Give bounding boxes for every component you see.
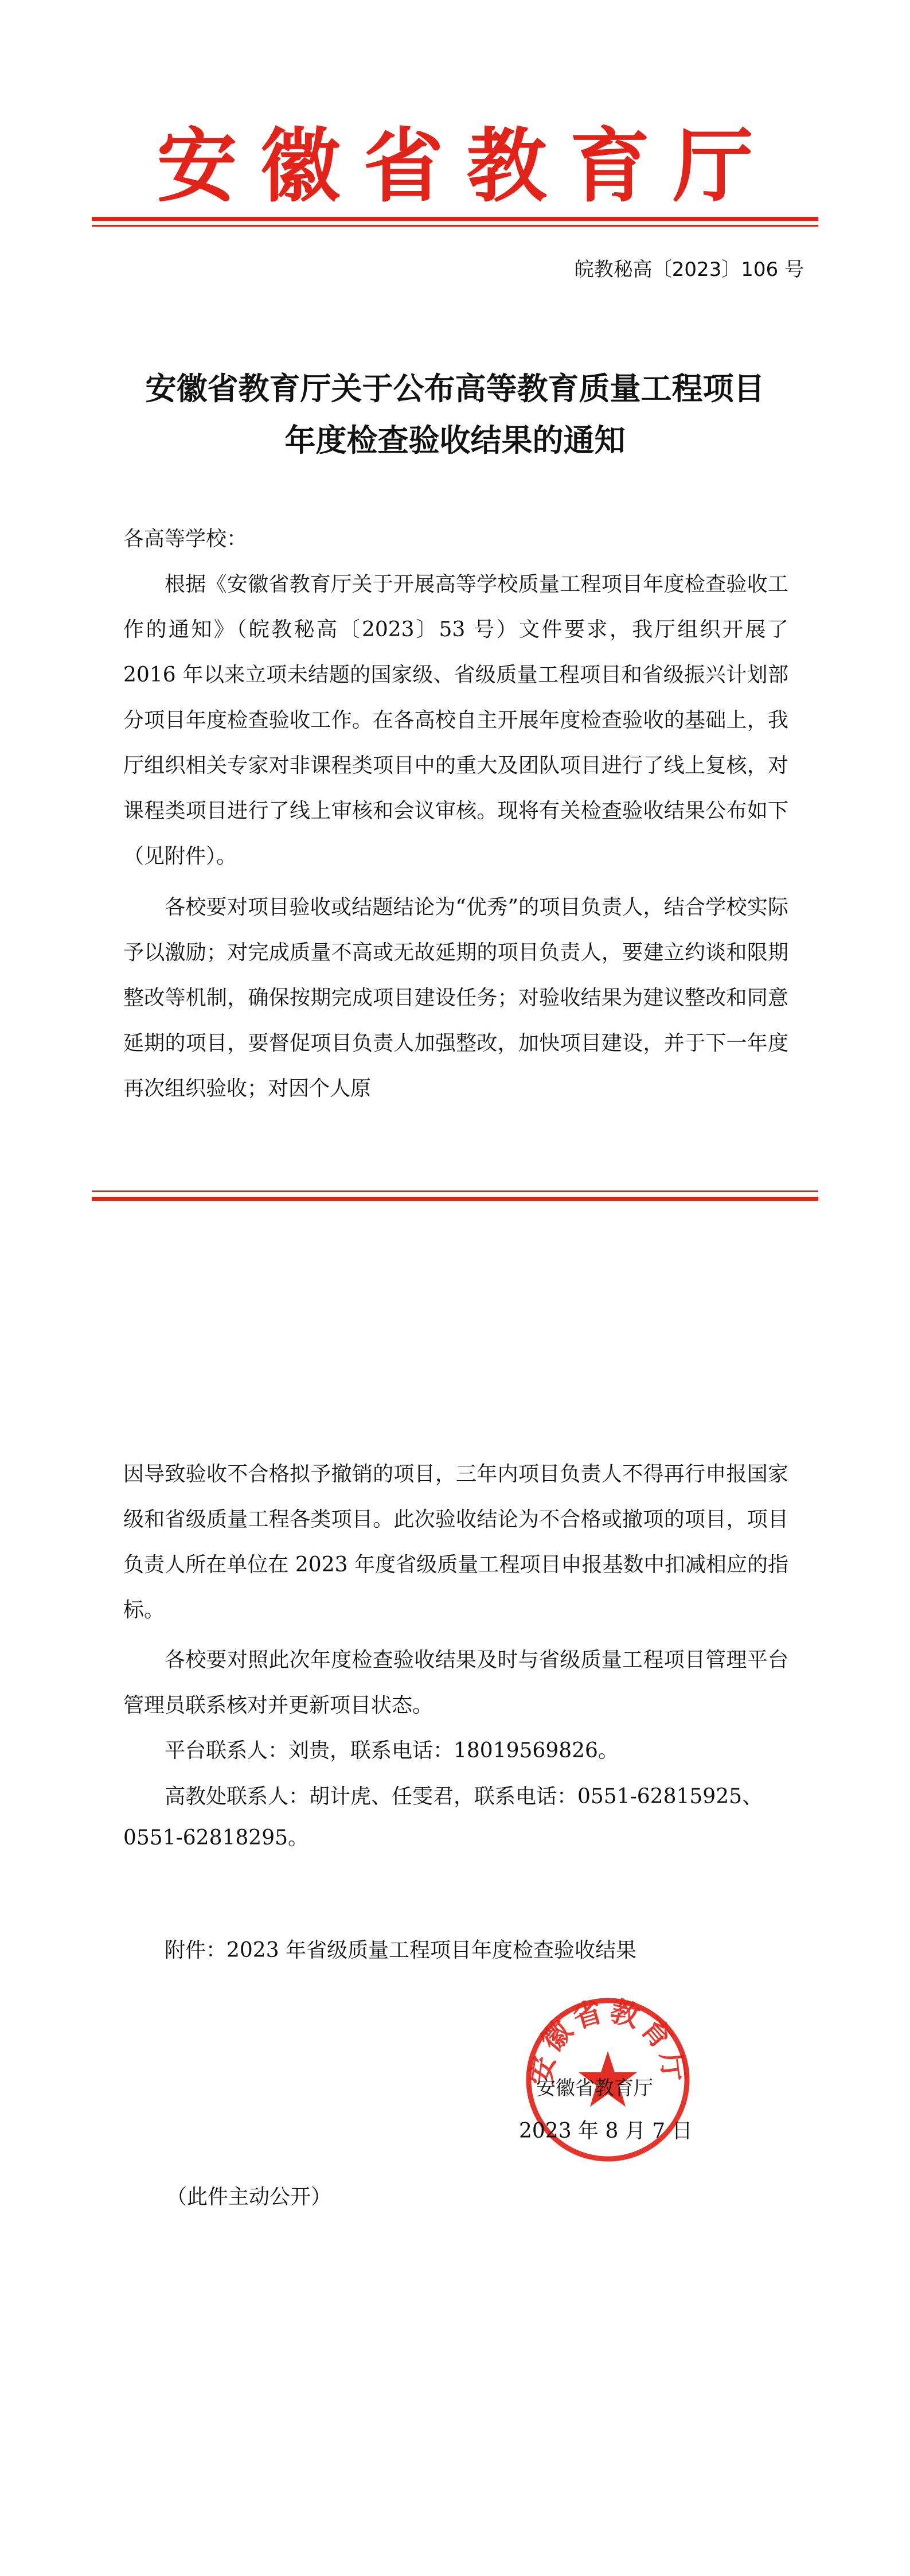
document-number: 皖教秘高〔2023〕106 号 (574, 258, 804, 281)
body-paragraph-2: 各校要对项目验收或结题结论为“优秀”的项目负责人，结合学校实际予以激励；对完成质量不高或无故延期的项目负责人，要建立约谈和限期整改等机制，确保按期完成项目建设任务；对验收结果为建议整改和同意延期的项目，要督促项目负责人加强整改，加快项目建设，并于下一年度再次组织验收；对因个人原 (123, 896, 788, 1100)
office-contact-line-2: 0551-62818295。 (123, 1826, 309, 1850)
office-contact-line-1: 高教处联系人：胡计虎、任雯君，联系电话：0551-62815925、 (165, 1785, 763, 1808)
issue-date: 2023 年 8 月 7 日 (519, 2119, 693, 2143)
page-1-body (123, 516, 788, 1111)
body-paragraph-3: 各校要对照此次年度检查验收结果及时与省级质量工程项目管理平台管理员联系核对并更新项目状态。 (123, 1648, 788, 1717)
platform-contact: 平台联系人：刘贵，联系电话：18019569826。 (165, 1739, 619, 1762)
attachment-note: 附件：2023 年省级质量工程项目年度检查验收结果 (165, 1939, 637, 1962)
svg-text:安徽省教育厅: 安徽省教育厅 (524, 1994, 692, 2087)
disclosure-note: （此件主动公开） (166, 2185, 332, 2209)
page-break-rule-bottom (92, 1197, 818, 1201)
document-title-line-2: 年度检查验收结果的通知 (284, 422, 626, 458)
letterhead-rule-thin (92, 225, 818, 227)
issuing-authority: 安徽省教育厅 (536, 2077, 653, 2100)
document-title-line-1: 安徽省教育厅关于公布高等教育质量工程项目 (145, 370, 765, 407)
letterhead-rule-thick (92, 217, 818, 221)
page-2-body (123, 1452, 788, 1859)
salutation: 各高等学校： (123, 527, 248, 551)
continued-paragraph: 因导致验收不合格拟予撤销的项目，三年内项目负责人不得再行申报国家级和省级质量工程各类项目。此次验收结论为不合格或撤项的项目，项目负责人所在单位在 2023 年度省级质量工程项目申报基数中扣减相应的指标。 (123, 1462, 788, 1622)
body-paragraph-1: 根据《安徽省教育厅关于开展高等学校质量工程项目年度检查验收工作的通知》（皖教秘高〔2023〕53 号）文件要求，我厅组织开展了 2016 年以来立项未结题的国家级、省级质量工程项目和省级振兴计划部分项目年度检查验收工作。在各高校自主开展年度检查验收的基础上，我厅组织相关专家对非课程类项目中的重大及团队项目进行了线上复核，对课程类项目进行了线上审核和会议审核。现将有关检查验收结果公布如下（见附件）。 (123, 573, 788, 868)
page-break-rule-top (92, 1190, 818, 1192)
letterhead-title: 安徽省教育厅 (157, 119, 776, 213)
